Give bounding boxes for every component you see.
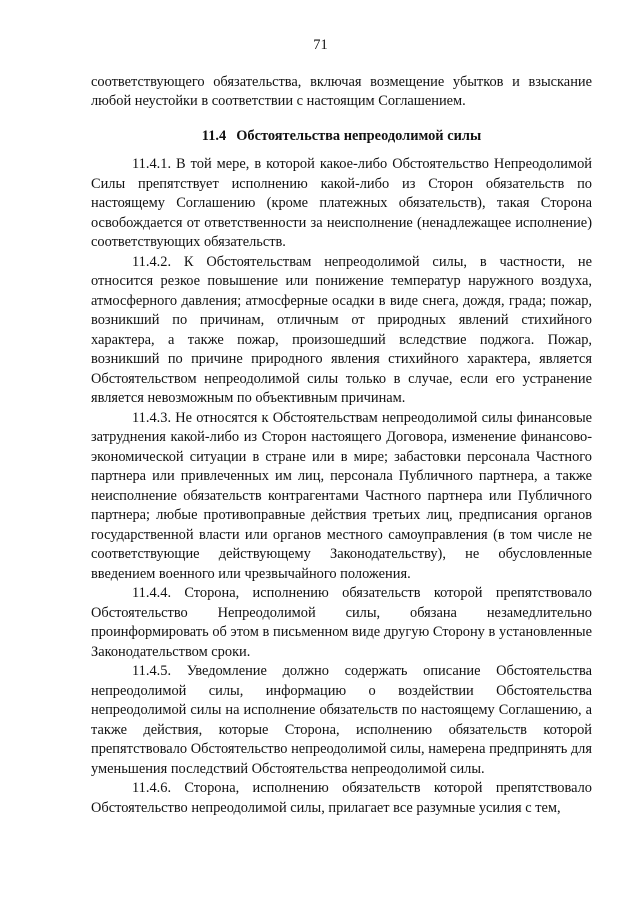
section-heading [91, 127, 592, 147]
section-number: 11.4 [201, 127, 227, 144]
intro-paragraph: соответствующего обязательства, включая возмещение убытков и взыскание любой неустойки в соответствии с настоящим Соглашением. [91, 73, 592, 109]
paragraph-11-4-5: 11.4.5. Уведомление должно содержать описание Обстоятельства непреодолимой силы, информацию о воздействии Обстоятельства непреодолимой силы на исполнение обязательств по настоящему Соглашению, а также действия, которые Сторона, исполнению обязательств которой препятствовало Обстоятельство непреодолимой силы, намерена предпринять для уменьшения последствий Обстоятельства непреодолимой силы. [91, 663, 592, 777]
section-title: Обстоятельства непреодолимой силы [236, 127, 482, 144]
paragraph-11-4-2: 11.4.2. К Обстоятельствам непреодолимой силы, в частности, не относится резкое повышение или понижение температур наружного воздуха, атмосферного давления; атмосферные осадки в виде снега, дождя, града; пожар, возникший по причинам, отличным от природных явлений стихийного характера, а также пожар, произошедший вследствие поджога. Пожар, возникший по причине природного явления стихийного характера, является Обстоятельством непреодолимой силы только в случае, если его устранение является невозможным по объективным причинам. [91, 253, 592, 406]
paragraph-11-4-1: 11.4.1. В той мере, в которой какое-либо Обстоятельство Непреодолимой Силы препятствует исполнению какой-либо из Сторон обязательств по настоящему Соглашению (кроме платежных обязательств), такая Сторона освобождается от ответственности за неисполнение (ненадлежащее исполнение) соответствующих обязательств. [91, 156, 592, 250]
page-number: 71 [313, 37, 328, 53]
paragraph-11-4-4: 11.4.4. Сторона, исполнению обязательств которой препятствовало Обстоятельство Непреодолимой силы, обязана незамедлительно проинформировать об этом в письменном виде другую Сторону в установленные Законодательством сроки. [91, 585, 592, 660]
paragraph-11-4-3: 11.4.3. Не относятся к Обстоятельствам непреодолимой силы финансовые затруднения какой-либо из Сторон настоящего Договора, изменение финансово-экономической ситуации в стране или в мире; забастовки персонала Частного партнера или привлеченных им лиц, персонала Публичного партнера, а также неисполнение обязательств контрагентами Частного партнера или Публичного партнера; любые противоправные действия третьих лиц, предписания органов государственной власти или органов местного самоуправления (в том числе не соответствующие действующему Законодательству), не обусловленные введением военного или чрезвычайного положения. [91, 409, 592, 582]
paragraph-11-4-6: 11.4.6. Сторона, исполнению обязательств которой препятствовало Обстоятельство непреодолимой силы, прилагает все разумные усилия с тем, [91, 780, 592, 816]
